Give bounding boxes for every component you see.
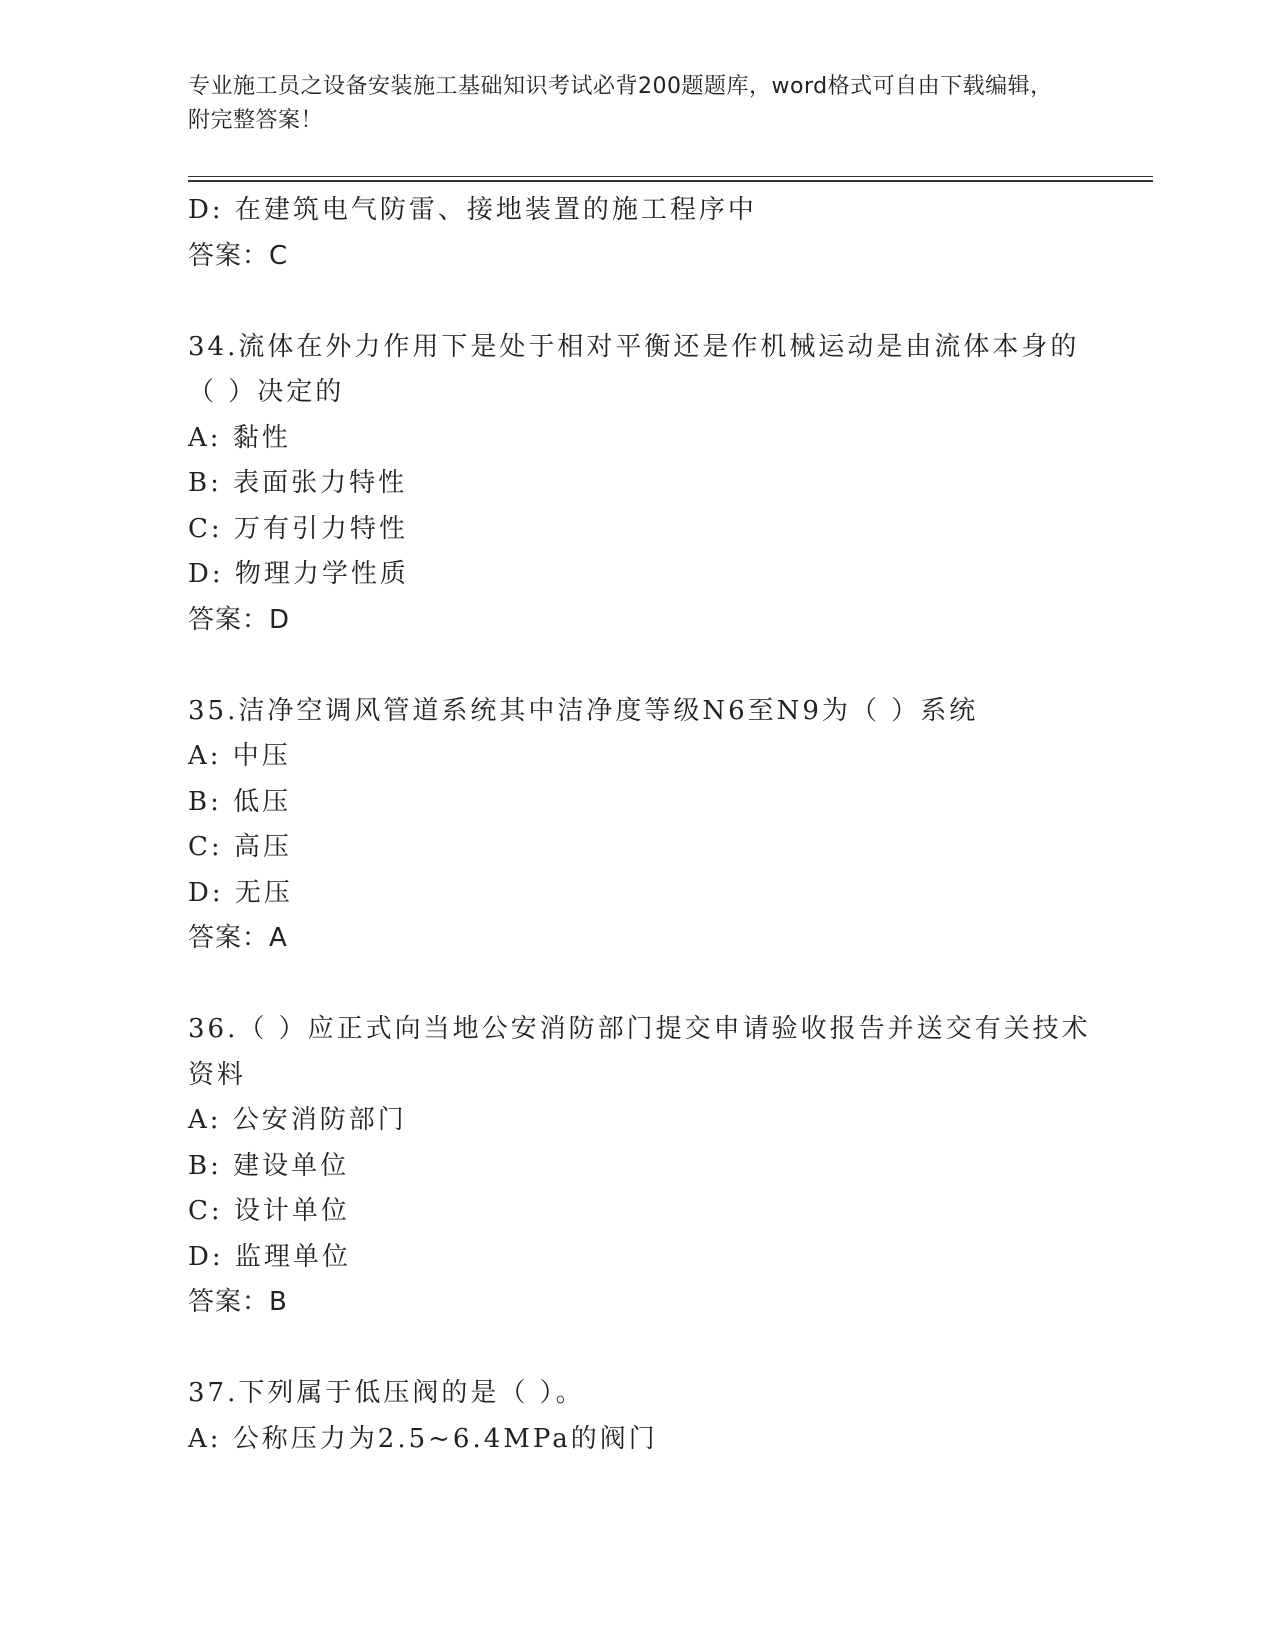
header-divider-thick [188, 180, 1153, 182]
question-35-answer: 答案：A [188, 923, 288, 953]
question-36-option-a: A: 公安消防部门 [188, 1105, 407, 1135]
question-37-text: 37.下列属于低压阀的是（ ）。 [188, 1378, 585, 1408]
question-35-option-b: B: 低压 [188, 786, 292, 817]
question-34-option-c: C: 万有引力特性 [188, 513, 408, 544]
spacer [188, 643, 1108, 689]
question-37-option-a: A: 公称压力为2.5~6.4MPa的阀门 [188, 1423, 658, 1454]
answer: 答案：C [188, 240, 289, 271]
question-36-option-c: C: 设计单位 [188, 1196, 350, 1226]
question-34-answer: 答案：D [188, 604, 291, 635]
question-36-text: 36.（ ）应正式向当地公安消防部门提交申请验收报告并送交有关技术资料 [188, 1014, 1091, 1090]
question-34-option-a: A: 黏性 [188, 422, 291, 453]
question-34-option-b: B: 表面张力特性 [188, 468, 408, 498]
question-35-option-d: D: 无压 [188, 877, 293, 908]
question-35-text: 35.洁净空调风管道系统其中洁净度等级N6至N9为（ ）系统 [188, 695, 979, 726]
question-content [188, 188, 1108, 1462]
spacer [188, 279, 1108, 325]
option-d: D: 在建筑电气防雷、接地装置的施工程序中 [188, 195, 757, 225]
header-divider-thin [188, 176, 1153, 177]
spacer [188, 962, 1108, 1008]
question-35-option-c: C: 高压 [188, 832, 292, 862]
question-36-answer: 答案：B [188, 1287, 288, 1317]
question-34-option-d: D: 物理力学性质 [188, 559, 409, 589]
question-36-option-d: D: 监理单位 [188, 1241, 351, 1272]
question-34-text: 34.流体在外力作用下是处于相对平衡还是作机械运动是由流体本身的（ ）决定的 [188, 331, 1080, 407]
spacer [188, 1326, 1108, 1372]
question-35-option-a: A: 中压 [188, 741, 291, 771]
document-header: 专业施工员之设备安装施工基础知识考试必背200题题库，word格式可自由下载编辑，附完整答案！ [188, 74, 1053, 133]
question-36-option-b: B: 建设单位 [188, 1150, 350, 1181]
